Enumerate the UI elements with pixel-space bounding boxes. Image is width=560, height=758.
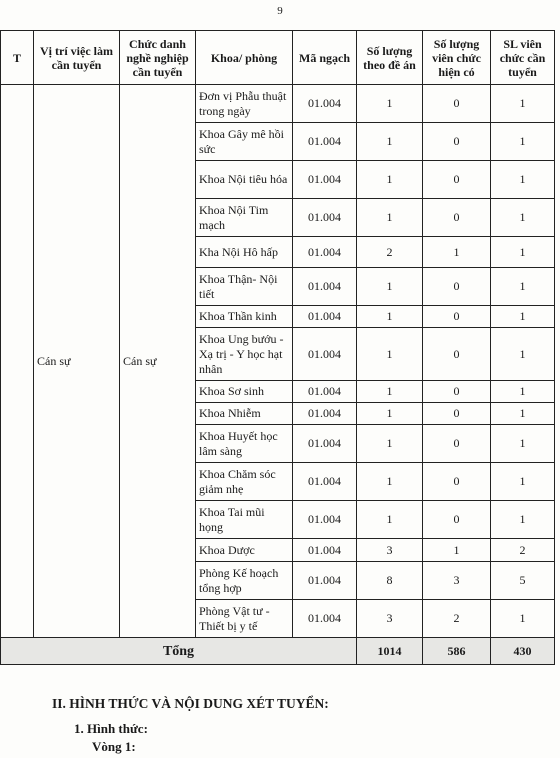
existing-cell: 0: [423, 123, 491, 161]
code-cell: 01.004: [293, 123, 357, 161]
existing-cell: 0: [423, 85, 491, 123]
existing-cell: 0: [423, 501, 491, 539]
table-body: [1, 85, 555, 665]
header-department: Khoa/ phòng: [196, 31, 293, 85]
department-cell: Khoa Dược: [196, 539, 293, 562]
page-number: 9: [277, 5, 283, 17]
to-recruit-cell: 1: [491, 268, 555, 306]
department-cell: Phòng Vật tư - Thiết bị y tế: [196, 600, 293, 638]
existing-cell: 0: [423, 381, 491, 403]
planned-cell: 1: [357, 463, 423, 501]
total-existing: 586: [423, 638, 491, 665]
department-cell: Đơn vị Phẫu thuật trong ngày: [196, 85, 293, 123]
planned-cell: 3: [357, 600, 423, 638]
department-cell: Khoa Tai mũi họng: [196, 501, 293, 539]
existing-cell: 0: [423, 463, 491, 501]
existing-cell: 1: [423, 237, 491, 268]
planned-cell: 8: [357, 562, 423, 600]
planned-cell: 1: [357, 306, 423, 328]
code-cell: 01.004: [293, 381, 357, 403]
code-cell: 01.004: [293, 268, 357, 306]
to-recruit-cell: 1: [491, 463, 555, 501]
department-cell: Kha Nội Hô hấp: [196, 237, 293, 268]
total-planned: 1014: [357, 638, 423, 665]
to-recruit-cell: 1: [491, 425, 555, 463]
to-recruit-cell: 5: [491, 562, 555, 600]
department-cell: Khoa Gây mê hồi sức: [196, 123, 293, 161]
header-to-recruit: SL viên chức cần tuyển: [491, 31, 555, 85]
to-recruit-cell: 1: [491, 161, 555, 199]
code-cell: 01.004: [293, 306, 357, 328]
section-heading: II. HÌNH THỨC VÀ NỘI DUNG XÉT TUYỂN:: [52, 696, 329, 711]
planned-cell: 1: [357, 199, 423, 237]
department-cell: Khoa Huyết học lâm sàng: [196, 425, 293, 463]
department-cell: Khoa Thần kinh: [196, 306, 293, 328]
department-cell: Phòng Kế hoạch tổng hợp: [196, 562, 293, 600]
form-subheading: 1. Hình thức:: [74, 721, 148, 736]
code-cell: 01.004: [293, 501, 357, 539]
table-header-row: [1, 31, 555, 85]
existing-cell: 0: [423, 199, 491, 237]
existing-cell: 0: [423, 268, 491, 306]
planned-cell: 2: [357, 237, 423, 268]
planned-cell: 1: [357, 268, 423, 306]
code-cell: 01.004: [293, 199, 357, 237]
existing-cell: 0: [423, 425, 491, 463]
to-recruit-cell: 1: [491, 600, 555, 638]
code-cell: 01.004: [293, 600, 357, 638]
department-cell: Khoa Nhiễm: [196, 403, 293, 425]
to-recruit-cell: 1: [491, 237, 555, 268]
planned-cell: 1: [357, 403, 423, 425]
to-recruit-cell: 1: [491, 501, 555, 539]
planned-cell: 1: [357, 328, 423, 381]
department-cell: Khoa Chăm sóc giảm nhẹ: [196, 463, 293, 501]
planned-cell: 1: [357, 501, 423, 539]
code-cell: 01.004: [293, 85, 357, 123]
existing-cell: 0: [423, 306, 491, 328]
planned-cell: 1: [357, 161, 423, 199]
existing-cell: 0: [423, 403, 491, 425]
code-cell: 01.004: [293, 425, 357, 463]
title-cell: Cán sự: [120, 85, 196, 638]
to-recruit-cell: 1: [491, 381, 555, 403]
planned-cell: 1: [357, 425, 423, 463]
to-recruit-cell: 1: [491, 123, 555, 161]
header-stt: T: [1, 31, 34, 85]
department-cell: Khoa Nội tiêu hóa: [196, 161, 293, 199]
to-recruit-cell: 2: [491, 539, 555, 562]
table-row: [1, 85, 555, 123]
planned-cell: 3: [357, 539, 423, 562]
code-cell: 01.004: [293, 539, 357, 562]
department-cell: Khoa Ung bướu - Xạ trị - Y học hạt nhân: [196, 328, 293, 381]
existing-cell: 1: [423, 539, 491, 562]
round-label: Vòng 1:: [92, 739, 136, 754]
planned-cell: 1: [357, 381, 423, 403]
header-existing: Số lượng viên chức hiện có: [423, 31, 491, 85]
to-recruit-cell: 1: [491, 328, 555, 381]
to-recruit-cell: 1: [491, 85, 555, 123]
existing-cell: 3: [423, 562, 491, 600]
department-cell: Khoa Sơ sinh: [196, 381, 293, 403]
code-cell: 01.004: [293, 403, 357, 425]
department-cell: Khoa Nội Tim mạch: [196, 199, 293, 237]
header-code: Mã ngạch: [293, 31, 357, 85]
to-recruit-cell: 1: [491, 403, 555, 425]
existing-cell: 0: [423, 161, 491, 199]
code-cell: 01.004: [293, 562, 357, 600]
to-recruit-cell: 1: [491, 306, 555, 328]
existing-cell: 2: [423, 600, 491, 638]
total-label: Tổng: [1, 638, 357, 665]
total-to-recruit: 430: [491, 638, 555, 665]
code-cell: 01.004: [293, 161, 357, 199]
planned-cell: 1: [357, 85, 423, 123]
existing-cell: 0: [423, 328, 491, 381]
stt-cell: [1, 85, 34, 638]
recruitment-table: [0, 30, 555, 665]
header-position: Vị trí việc làm cần tuyển: [34, 31, 120, 85]
total-row: [1, 638, 555, 665]
code-cell: 01.004: [293, 463, 357, 501]
to-recruit-cell: 1: [491, 199, 555, 237]
header-title: Chức danh nghề nghiệp cần tuyển: [120, 31, 196, 85]
planned-cell: 1: [357, 123, 423, 161]
code-cell: 01.004: [293, 328, 357, 381]
position-cell: Cán sự: [34, 85, 120, 638]
header-planned: Số lượng theo đề án: [357, 31, 423, 85]
department-cell: Khoa Thận- Nội tiết: [196, 268, 293, 306]
code-cell: 01.004: [293, 237, 357, 268]
